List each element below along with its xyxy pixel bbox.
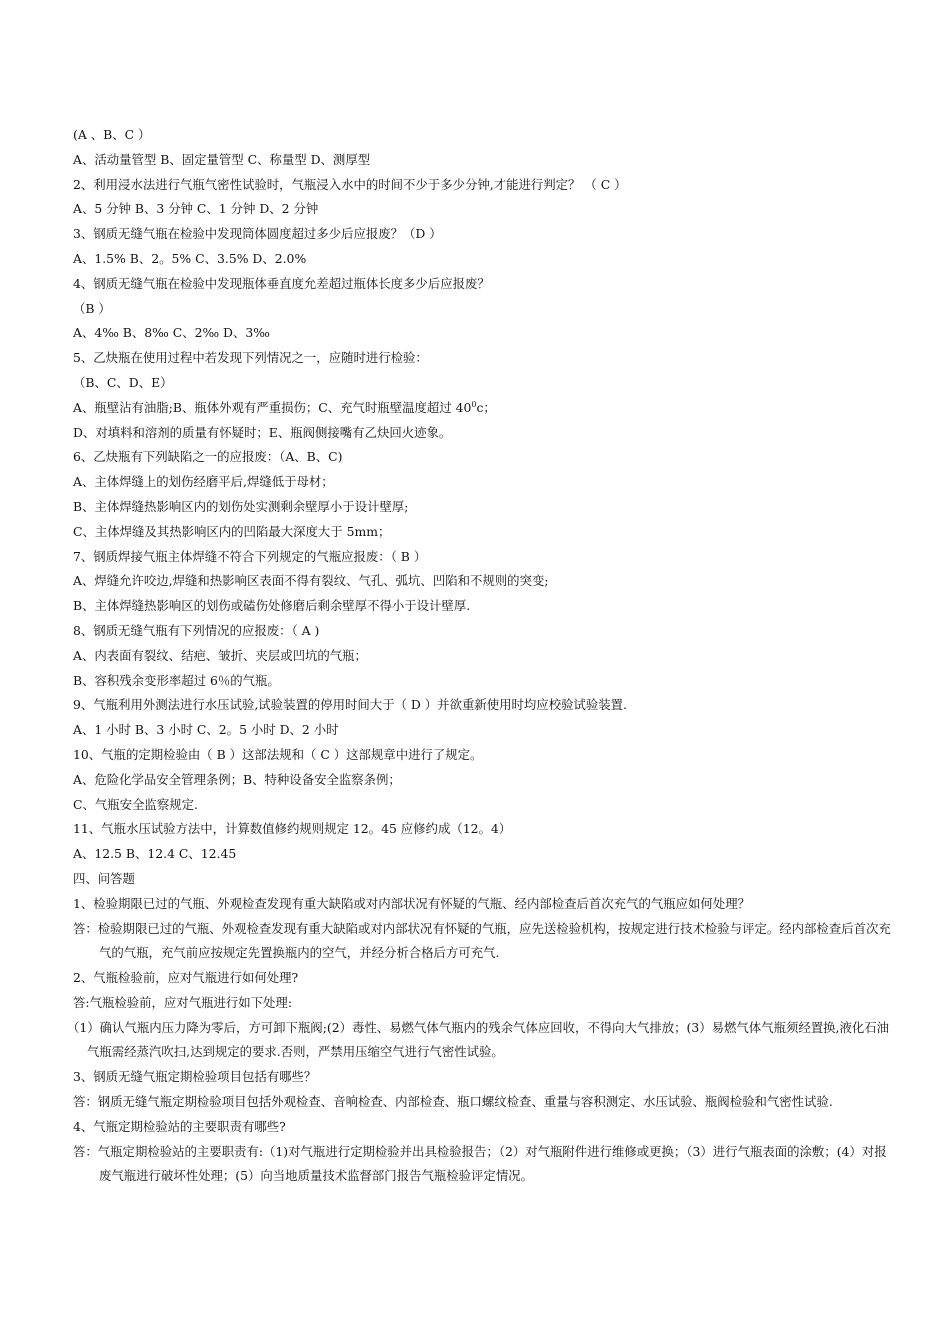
question-line: 5、乙炔瓶在使用过程中若发现下列情况之一，应随时进行检验：: [73, 350, 428, 366]
superscript: 0: [471, 399, 477, 409]
text-line: A、危险化学品安全管理条例；B、特种设备安全监察条例；: [73, 771, 401, 787]
question-line: 3、钢质无缝气瓶在检验中发现筒体圆度超过多少后应报废？（D ）: [73, 226, 442, 242]
question-line: 3、钢质无缝气瓶定期检验项目包括有哪些？: [73, 1069, 317, 1085]
answer-paragraph: （1）确认气瓶内压力降为零后，方可卸下瓶阀;(2）毒性、易燃气体气瓶内的残余气体应回收，不得向大气排放；(3）易燃气体气瓶须经置换,液化石油气瓶需经蒸汽吹扫,达到规定的要求.否则，严禁用压缩空气进行气密性试验。: [67, 1019, 890, 1060]
question-line: 1、检验期限已过的气瓶、外观检查发现有重大缺陷或对内部状况有怀疑的气瓶、经内部检查后首次充气的气瓶应如何处理？: [73, 895, 750, 911]
text-line: （B、C、D、E）: [73, 374, 173, 390]
text-line: （B ）: [73, 300, 111, 316]
text-line: A、1 小时 B、3 小时 C、2。5 小时 D、2 小时: [73, 722, 339, 738]
text-line: (A 、B、C ）: [73, 127, 151, 142]
text-line: A、活动量管型 B、固定量管型 C、称量型 D、测厚型: [73, 151, 371, 167]
answer-paragraph: 答：检验期限已过的气瓶、外观检查发现有重大缺陷或对内部状况有怀疑的气瓶，应先送检验机构，按规定进行技术检验与评定。经内部检查后首次充气的气瓶，充气前应按规定先置换瓶内的空气，并经分析合格后方可充气.: [73, 920, 891, 961]
text-line: A、5 分钟 B、3 分钟 C、1 分钟 D、2 分钟: [73, 201, 319, 217]
text-line: A、4‰ B、8‰ C、2‰ D、3‰: [73, 325, 270, 341]
question-line: 7、钢质焊接气瓶主体焊缝不符合下列规定的气瓶应报废：（ B ）: [73, 548, 427, 564]
question-line: 11、气瓶水压试验方法中，计算数值修约规则规定 12。45 应修约成（12。4）: [73, 821, 512, 837]
text-line: A、12.5 B、12.4 C、12.45: [73, 846, 237, 862]
document-body: [67, 123, 893, 1189]
question-line: 10、气瓶的定期检验由（ B ）这部法规和（ C ）这部规章中进行了规定。: [73, 746, 483, 762]
text-line: 答:气瓶检验前，应对气瓶进行如下处理:: [73, 994, 292, 1010]
text-line: C、气瓶安全监察规定.: [73, 796, 198, 812]
answer-paragraph: 答：气瓶定期检验站的主要职责有:（1)对气瓶进行定期检验并出具检验报告；（2）对气瓶附件进行维修或更换；（3）进行气瓶表面的涂敷；(4）对报废气瓶进行破坏性处理；(5）向当地质量技术监督部门报告气瓶检验评定情况。: [73, 1143, 887, 1184]
text-line: [73, 396, 893, 421]
answer-paragraph: 答：钢质无缝气瓶定期检验项目包括外观检查、音响检查、内部检查、瓶口螺纹检查、重量与容积测定、水压试验、瓶阀检验和气密性试验.: [73, 1094, 833, 1110]
text-line: A、1.5% B、2。5% C、3.5% D、2.0%: [73, 250, 307, 266]
question-line: 2、利用浸水法进行气瓶气密性试验时，气瓶浸入水中的时间不少于多少分钟,才能进行判定？ （ C ）: [73, 176, 627, 192]
text-line: B、主体焊缝热影响区内的划伤处实测剩余壁厚小于设计壁厚;: [73, 498, 409, 514]
text-line: A、主体焊缝上的划伤经磨平后,焊缝低于母材；: [73, 474, 334, 490]
question-line: 8、钢质无缝气瓶有下列情况的应报废：（ A ): [73, 622, 320, 638]
text-line: A、焊缝允许咬边,焊缝和热影响区表面不得有裂纹、气孔、弧坑、凹陷和不规则的突变;: [73, 573, 549, 589]
question-line: 9、气瓶利用外测法进行水压试验,试验装置的停用时间大于（ D ）并欲重新使用时均应校验试验装置.: [73, 697, 627, 713]
question-line: 6、乙炔瓶有下列缺陷之一的应报废：（A、B、C): [73, 449, 343, 465]
text-line: A、内表面有裂纹、结疤、皱折、夹层或凹坑的气瓶；: [73, 647, 367, 663]
text-line: B、容积残余变形率超过 6％的气瓶。: [73, 672, 280, 688]
text-span: c；: [476, 399, 496, 415]
text-line: D、对填料和溶剂的质量有怀疑时；E、瓶阀侧接嘴有乙炔回火迹象。: [73, 424, 452, 440]
text-line: B、主体焊缝热影响区的划伤或磕伤处修磨后剩余壁厚不得小于设计壁厚.: [73, 598, 471, 614]
text-span: A、瓶壁沾有油脂;B、瓶体外观有严重损伤；C、充气时瓶壁温度超过 40: [73, 399, 472, 415]
question-line: 4、气瓶定期检验站的主要职责有哪些?: [73, 1118, 286, 1134]
section-heading: 四、问答题: [73, 870, 135, 886]
text-line: C、主体焊缝及其热影响区内的凹陷最大深度大于 5mm；: [73, 523, 391, 539]
question-line: 4、钢质无缝气瓶在检验中发现瓶体垂直度允差超过瓶体长度多少后应报废？: [73, 275, 490, 291]
question-line: 2、气瓶检验前，应对气瓶进行如何处理?: [73, 970, 299, 986]
